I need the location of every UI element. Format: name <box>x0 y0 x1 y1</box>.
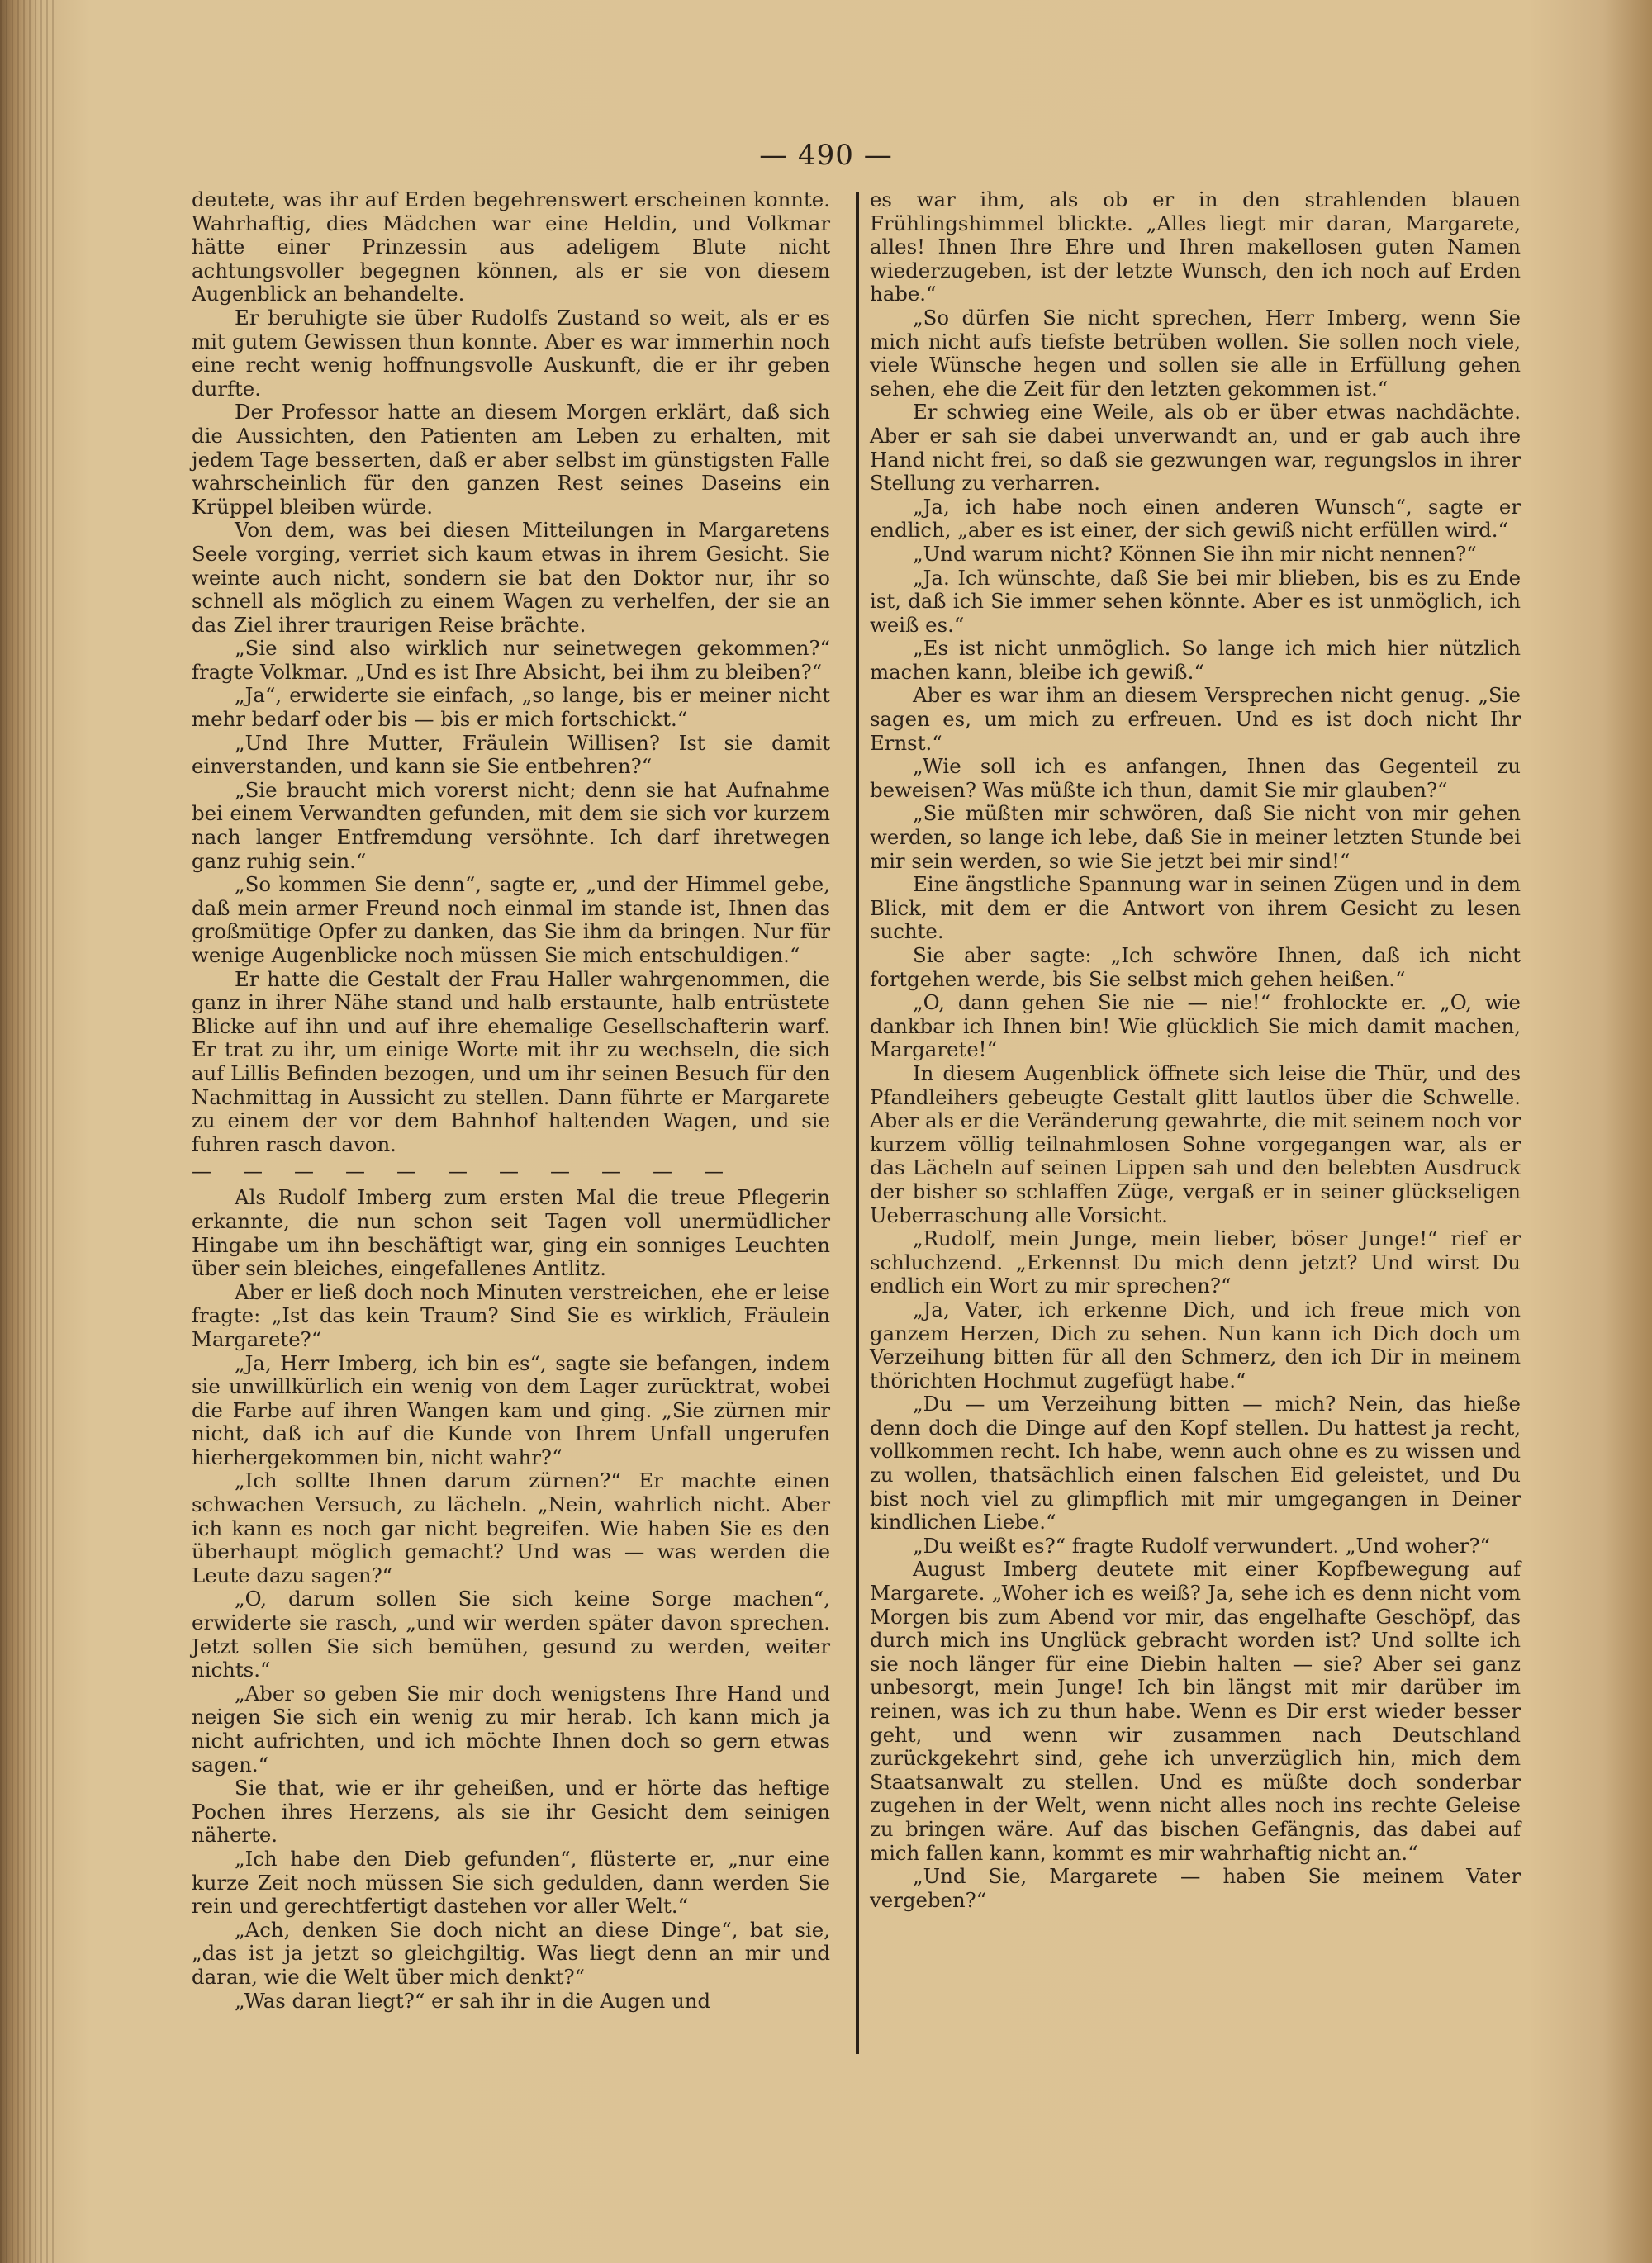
paragraph: „Sie braucht mich vorerst nicht; denn sie hat Aufnahme bei einem Verwandten gefunden, mit dem sie sich vor kurzem nach langer Entfremdung versöhnte. Ich darf ihretwegen ganz ruhig sein.“ <box>192 777 830 873</box>
paragraph: „Rudolf, mein Junge, mein lieber, böser Junge!“ rief er schluchzend. „Erkennst Du mich denn jetzt? Und wirst Du endlich ein Wort zu mir sprechen?“ <box>870 1226 1521 1298</box>
paragraph: „Du — um Verzeihung bitten — mich? Nein, das hieße denn doch die Dinge auf den Kopf stellen. Du hattest ja recht, vollkommen recht. Ich habe, wenn auch ohne es zu wissen und zu wollen, thatsächlich einen falschen Eid geleistet, und Du bist noch viel zu glimpflich mit mir umgegangen in Deiner kindlichen Liebe.“ <box>870 1392 1521 1535</box>
paragraph: „O, darum sollen Sie sich keine Sorge machen“, erwiderte sie rasch, „und wir werden später davon sprechen. Jetzt sollen Sie sich bemühen, gesund zu werden, weiter nichts.“ <box>192 1587 830 1682</box>
paragraph: Er schwieg eine Weile, als ob er über etwas nachdächte. Aber er sah sie dabei unverwandt an, und er gab auch ihre Hand nicht frei, so daß sie gezwungen war, regungslos in ihrer Stellung zu verharren. <box>870 400 1521 496</box>
paragraph: In diesem Augenblick öffnete sich leise die Thür, und des Pfandleihers gebeugte Gestalt glitt lautlos über die Schwelle. Aber als er die Veränderung gewahrte, die mit seinem noch vor kurzem völlig teilnahmlosen Sohne vorgegangen war, als er das Lächeln auf seinen Lippen sah und den belebten Ausdruck der bisher so schlaffen Züge, vergaß er in seiner glückseligen Ueberraschung alle Vorsicht. <box>870 1060 1521 1227</box>
paragraph: „Ja, Herr Imberg, ich bin es“, sagte sie befangen, indem sie unwillkürlich ein wenig von dem Lager zurücktrat, wobei die Farbe auf ihren Wangen kam und ging. „Sie zürnen mir nicht, daß ich auf die Kunde von Ihrem Unfall ungerufen hierhergekommen bin, nicht wahr?“ <box>192 1350 830 1469</box>
paragraph: „Was daran liegt?“ er sah ihr in die Augen und <box>235 1988 711 2013</box>
paragraph: Aber er ließ doch noch Minuten verstreichen, ehe er leise fragte: „Ist das kein Traum? Sind Sie es wirklich, Fräulein Margarete?“ <box>192 1279 830 1351</box>
paragraph: „Ja“, erwiderte sie einfach, „so lange, bis er meiner nicht mehr bedarf oder bis — bis er mich fortschickt.“ <box>192 683 830 732</box>
paragraph: Von dem, was bei diesen Mitteilungen in Margaretens Seele vorging, verriet sich kaum etwas in ihrem Gesicht. Sie weinte auch nicht, sondern sie bat den Doktor nur, ihr so schnell als möglich zu einem Wagen zu verhelfen, der sie an das Ziel ihrer traurigen Reise brächte. <box>192 518 830 637</box>
paragraph: deutete, was ihr auf Erden begehrenswert erscheinen konnte. Wahrhaftig, dies Mädchen war eine Heldin, und Volkmar hätte einer Prinzessin aus adeligem Blute nicht achtungsvoller begegnen können, als er sie von diesem Augenblick an behandelte. <box>192 187 830 306</box>
paragraph: „Du weißt es?“ fragte Rudolf verwundert. „Und woher?“ <box>913 1533 1491 1558</box>
paragraph: „Sie sind also wirklich nur seinetwegen gekommen?“ fragte Volkmar. „Und es ist Ihre Absicht, bei ihm zu bleiben?“ <box>192 636 830 684</box>
paragraph: „Ja, Vater, ich erkenne Dich, und ich freue mich von ganzem Herzen, Dich zu sehen. Nun kann ich Dich doch um Verzeihung bitten für all den Schmerz, den ich Dir in meinem thörichten Hochmut zugefügt habe.“ <box>870 1297 1521 1392</box>
page-number: — 490 — <box>759 139 893 172</box>
left-column <box>192 188 830 2013</box>
paragraph: Sie that, wie er ihr geheißen, und er hörte das heftige Pochen ihres Herzens, als sie ihr Gesicht dem seinigen näherte. <box>192 1776 830 1848</box>
section-separator: ——————————— <box>192 1160 755 1184</box>
paragraph: „Ich sollte Ihnen darum zürnen?“ Er machte einen schwachen Versuch, zu lächeln. „Nein, wahrlich nicht. Aber ich kann es noch gar nicht begreifen. Wie haben Sie es den überhaupt möglich gemacht? Und was — was werden die Leute dazu sagen?“ <box>192 1468 830 1587</box>
paragraph: „Und Ihre Mutter, Fräulein Willisen? Ist sie damit einverstanden, und kann sie Sie entbehren?“ <box>192 730 830 779</box>
paragraph: August Imberg deutete mit einer Kopfbewegung auf Margarete. „Woher ich es weiß? Ja, sehe ich es denn nicht vom Morgen bis zum Abend vor mir, das engelhafte Geschöpf, das durch mich ins Unglück gebracht worden ist? Und sollte ich sie noch länger für eine Diebin halten — sie? Aber sei ganz unbesorgt, mein Junge! Ich bin längst mit mir darüber im reinen, was ich zu thun habe. Wenn es Dir erst wieder besser geht, und wenn wir zusammen nach Deutschland zurückgekehrt sind, gehe ich unverzüglich hin, mich dem Staatsanwalt zu stellen. Und es müßte doch sonderbar zugehen in der Welt, wenn nicht alles noch ins rechte Geleise zu bringen wäre. Auf das bischen Gefängnis, das dabei auf mich fallen kann, kommt es mir wahrhaftig nicht an.“ <box>870 1557 1521 1865</box>
column-divider <box>856 192 859 2054</box>
paragraph: „Ja, ich habe noch einen anderen Wunsch“, sagte er endlich, „aber es ist einer, der sich gewiß nicht erfüllen wird.“ <box>870 494 1521 543</box>
paragraph: Sie aber sagte: „Ich schwöre Ihnen, daß ich nicht fortgehen werde, bis Sie selbst mich gehen heißen.“ <box>870 943 1521 991</box>
right-column <box>870 188 1521 1912</box>
paragraph: Er hatte die Gestalt der Frau Haller wahrgenommen, die ganz in ihrer Nähe stand und halb erstaunte, halb entrüstete Blicke auf ihn und auf ihre ehemalige Gesellschafterin warf. Er trat zu ihr, um einige Worte mit ihr zu wechseln, die sich auf Lillis Befinden bezogen, und um ihr seinen Besuch für den Nachmittag in Aussicht zu stellen. Dann führte er Margarete zu einem der vor dem Bahnhof haltenden Wagen, und sie fuhren rasch davon. <box>192 966 830 1156</box>
paragraph: „Ich habe den Dieb gefunden“, flüsterte er, „nur eine kurze Zeit noch müssen Sie sich gedulden, dann werden Sie rein und gerechtfertigt dastehen vor aller Welt.“ <box>192 1846 830 1919</box>
paragraph: „Es ist nicht unmöglich. So lange ich mich hier nützlich machen kann, bleibe ich gewiß.“ <box>870 636 1521 684</box>
paragraph: Aber es war ihm an diesem Versprechen nicht genug. „Sie sagen es, um mich zu erfreuen. Und es ist doch nicht Ihr Ernst.“ <box>870 683 1521 755</box>
paragraph: „Ach, denken Sie doch nicht an diese Dinge“, bat sie, „das ist ja jetzt so gleichgiltig. Was liegt denn an mir und daran, wie die Welt über mich denkt?“ <box>192 1917 830 1989</box>
paragraph: „Und Sie, Margarete — haben Sie meinem Vater vergeben?“ <box>870 1864 1521 1912</box>
paragraph: Er beruhigte sie über Rudolfs Zustand so weit, als er es mit gutem Gewissen thun konnte. Aber es war immerhin noch eine recht wenig hoffnungsvolle Auskunft, die er ihr geben durfte. <box>192 305 830 401</box>
paragraph: Als Rudolf Imberg zum ersten Mal die treue Pflegerin erkannte, die nun schon seit Tagen voll unermüdlicher Hingabe um ihn beschäftigt war, ging ein sonniges Leuchten über sein bleiches, eingefallenes Antlitz. <box>192 1185 830 1281</box>
page-edges <box>0 0 58 2263</box>
paragraph: „So dürfen Sie nicht sprechen, Herr Imberg, wenn Sie mich nicht aufs tiefste betrüben wollen. Sie sollen noch viele, viele Wünsche hegen und sollen sie alle in Erfüllung gehen sehen, ehe die Zeit für den letzten gekommen ist.“ <box>870 305 1521 401</box>
paragraph: Der Professor hatte an diesem Morgen erklärt, daß sich die Aussichten, den Patienten am Leben zu erhalten, mit jedem Tage besserten, daß er aber selbst im günstigsten Falle wahrscheinlich für den ganzen Rest seines Daseins ein Krüppel bleiben würde. <box>192 400 830 519</box>
paragraph: „Ja. Ich wünschte, daß Sie bei mir blieben, bis es zu Ende ist, daß ich Sie immer sehen könnte. Aber es ist unmöglich, ich weiß es.“ <box>870 565 1521 637</box>
paragraph: „Wie soll ich es anfangen, Ihnen das Gegenteil zu beweisen? Was müßte ich thun, damit Sie mir glauben?“ <box>870 754 1521 802</box>
paragraph: es war ihm, als ob er in den strahlenden blauen Frühlingshimmel blickte. „Alles liegt mir daran, Margarete, alles! Ihnen Ihre Ehre und Ihren makellosen guten Namen wiederzugeben, ist der letzte Wunsch, den ich noch auf Erden habe.“ <box>870 187 1521 306</box>
paragraph: „O, dann gehen Sie nie — nie!“ frohlockte er. „O, wie dankbar ich Ihnen bin! Wie glücklich Sie mich damit machen, Margarete!“ <box>870 990 1521 1062</box>
paragraph: „Und warum nicht? Können Sie ihn mir nicht nennen?“ <box>913 541 1477 566</box>
paragraph: „Sie müßten mir schwören, daß Sie nicht von mir gehen werden, so lange ich lebe, daß Sie in meiner letzten Stunde bei mir sein werden, so wie Sie jetzt bei mir sind!“ <box>870 801 1521 873</box>
paragraph: Eine ängstliche Spannung war in seinen Zügen und in dem Blick, mit dem er die Antwort von ihrem Gesicht zu lesen suchte. <box>870 872 1521 944</box>
paragraph: „Aber so geben Sie mir doch wenigstens Ihre Hand und neigen Sie sich ein wenig zu mir herab. Ich kann mich ja nicht aufrichten, und ich möchte Ihnen doch so gern etwas sagen.“ <box>192 1681 830 1777</box>
paragraph: „So kommen Sie denn“, sagte er, „und der Himmel gebe, daß mein armer Freund noch einmal im stande ist, Ihnen das großmütige Opfer zu danken, das Sie ihm da bringen. Nur für wenige Augenblicke noch müssen Sie mich entschuldigen.“ <box>192 872 830 967</box>
